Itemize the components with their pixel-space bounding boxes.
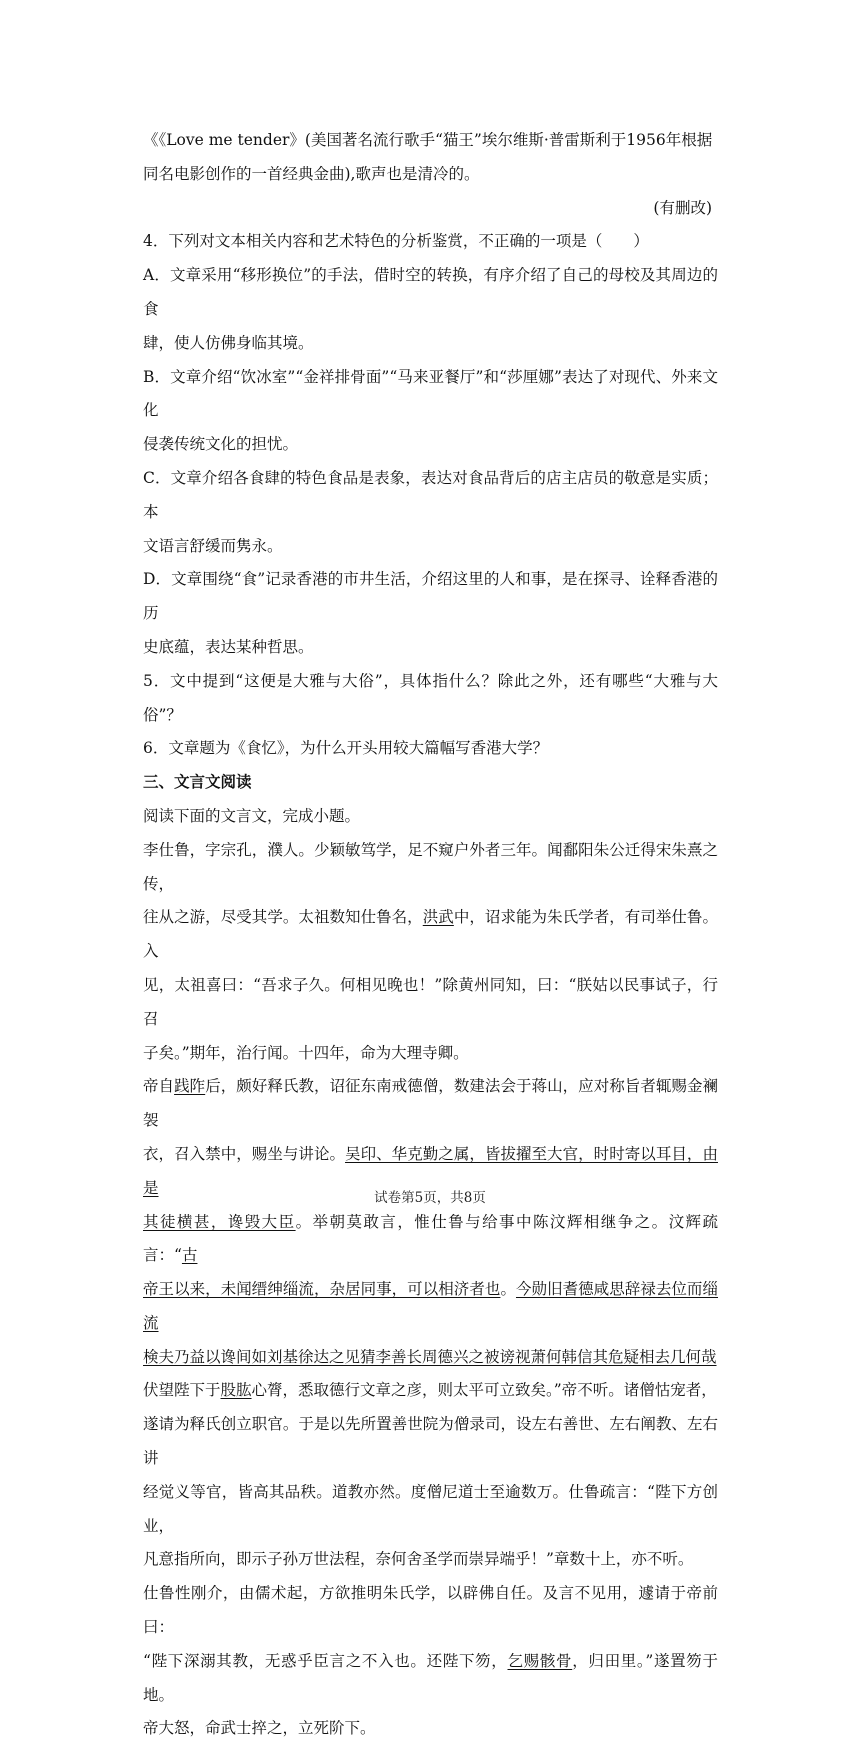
question-5: 5．文中提到“这便是大雅与大俗”，具体指什么？除此之外，还有哪些“大雅与大俗”？ [143, 671, 718, 724]
text-span: 往从之游，尽受其学。太祖数知仕鲁名， [143, 908, 423, 927]
classical-p2-line-4 [143, 1273, 718, 1341]
underlined-sentence: 其徒横甚，谗毁大臣 [143, 1212, 296, 1231]
text-span: 衣，召入禁中，赐坐与讲论。 [143, 1144, 346, 1163]
question-4: 4．下列对文本相关内容和艺术特色的分析鉴赏，不正确的一项是（ ） [143, 232, 649, 251]
classical-p3-line-3: 帝大怒，命武士捽之，立死阶下。 [143, 1719, 376, 1738]
classical-p3-line-1: 仕鲁性刚介，由儒术起，方欲推明朱氏学，以辟佛自任。及言不见用，遽请于帝前曰： [143, 1584, 718, 1637]
section-instruction: 阅读下面的文言文，完成小题。 [143, 806, 361, 825]
underlined-unpunctuated-passage: 検夫乃益以谗间如刘基徐达之见猜李善长周德兴之被谤视萧何韩信其危疑相去几何哉 [143, 1347, 717, 1366]
option-a-line-1: A．文章采用“移形换位”的手法，借时空的转换，有序介绍了自己的母校及其周边的食 [143, 266, 718, 318]
text-span: ，归田里。”遂置笏于地。 [143, 1651, 718, 1704]
classical-p2-line-1 [143, 1070, 718, 1138]
classical-p2-line-6 [143, 1374, 718, 1408]
option-d-line-1: D．文章围绕“食”记录香港的市井生活，介绍这里的人和事，是在探寻、诠释香港的历 [143, 570, 718, 623]
option-d-line-2: 史底蕴，表达某种哲思。 [143, 637, 314, 656]
underlined-term: 股肱 [220, 1381, 252, 1400]
intro-line-2: 同名电影创作的一首经典金曲),歌声也是清冷的。 [143, 164, 480, 183]
classical-p3-line-2 [143, 1645, 718, 1713]
classical-p2-line-7: 遂请为释氏创立职官。于是以先所置善世院为僧录司，设左右善世、左右阐教、左右讲 [143, 1415, 718, 1468]
underlined-sentence: 帝王以来，未闻缙绅缁流，杂居同事，可以相济者也 [143, 1280, 501, 1299]
question-6: 6．文章题为《食忆》，为什么开头用较大篇幅写香港大学？ [143, 739, 549, 758]
option-c-line-2: 文语言舒缓而隽永。 [143, 536, 283, 555]
text-span: “陛下深溺其教，无惑乎臣言之不入也。还陛下笏， [143, 1651, 508, 1670]
text-span: 中，诏求能为朱氏学者，有司举仕鲁。入 [143, 908, 718, 961]
option-b-line-2: 侵袭传统文化的担忧。 [143, 435, 299, 454]
underlined-term: 践阼 [174, 1077, 206, 1096]
page-footer: 试卷第5页，共8页 [374, 1190, 486, 1206]
section-heading: 三、文言文阅读 [143, 773, 252, 792]
text-span: 伏望陛下于 [143, 1381, 221, 1400]
classical-p1-line-4: 子矣。”期年，治行闻。十四年，命为大理寺卿。 [143, 1043, 469, 1062]
classical-p2-line-5 [143, 1341, 718, 1375]
text-span: 。 [500, 1280, 516, 1299]
option-b-line-1: B．文章介绍“饮冰室”“金祥排骨面”“马来亚餐厅”和“莎厘娜”表达了对现代、外来文化 [143, 367, 718, 420]
classical-p1-line-1: 李仕鲁，字宗孔，濮人。少颖敏笃学，足不窥户外者三年。闻鄱阳朱公迁得宋朱熹之传， [143, 840, 718, 893]
page-content [143, 124, 718, 1746]
underlined-term: 洪武 [422, 908, 454, 927]
underlined-sentence: 古 [181, 1246, 198, 1265]
classical-p2-line-8: 经觉义等官，皆高其品秩。道教亦然。度僧尼道士至逾数万。仕鲁疏言：“陛下方创业， [143, 1482, 718, 1535]
text-span: 后，颇好释氏教，诏征东南戒德僧，数建法会于蒋山，应对称旨者辄赐金襕袈 [143, 1077, 718, 1130]
intro-line-1: 《《Love me tender》(美国著名流行歌手“猫王”埃尔维斯·普雷斯利于1956年根据 [143, 131, 713, 149]
text-span: 心膂，悉取德行文章之彦，则太平可立致矣。”帝不听。诸僧怙宠者， [251, 1381, 717, 1400]
classical-p1-line-2 [143, 901, 718, 969]
option-c-line-1: C．文章介绍各食肆的特色食品是表象，表达对食品背后的店主店员的敬意是实质；本 [143, 468, 718, 521]
text-span: 帝自 [143, 1077, 175, 1096]
underlined-sentence: 今勋旧耆德咸思辞禄去位而缁流 [143, 1280, 718, 1332]
text-span: 。举朝莫敢言，惟仕鲁与给事中陈汶辉相继争之。汶辉疏言：“ [143, 1212, 718, 1265]
underlined-term: 乞赐骸骨 [507, 1651, 573, 1670]
underlined-sentence: 吴印、华克勤之属，皆拔擢至大官，时时寄以耳目，由是 [143, 1144, 718, 1197]
option-a-line-2: 肆，使人仿佛身临其境。 [143, 333, 314, 352]
edit-note: (有删改) [653, 198, 712, 217]
classical-p2-line-9: 凡意指所向，即示子孙万世法程，奈何舍圣学而崇异端乎！”章数十上，亦不听。 [143, 1550, 694, 1569]
classical-p1-line-3: 见，太祖喜曰：“吾求子久。何相见晚也！”除黄州同知，曰：“朕姑以民事试子，行召 [143, 975, 718, 1028]
